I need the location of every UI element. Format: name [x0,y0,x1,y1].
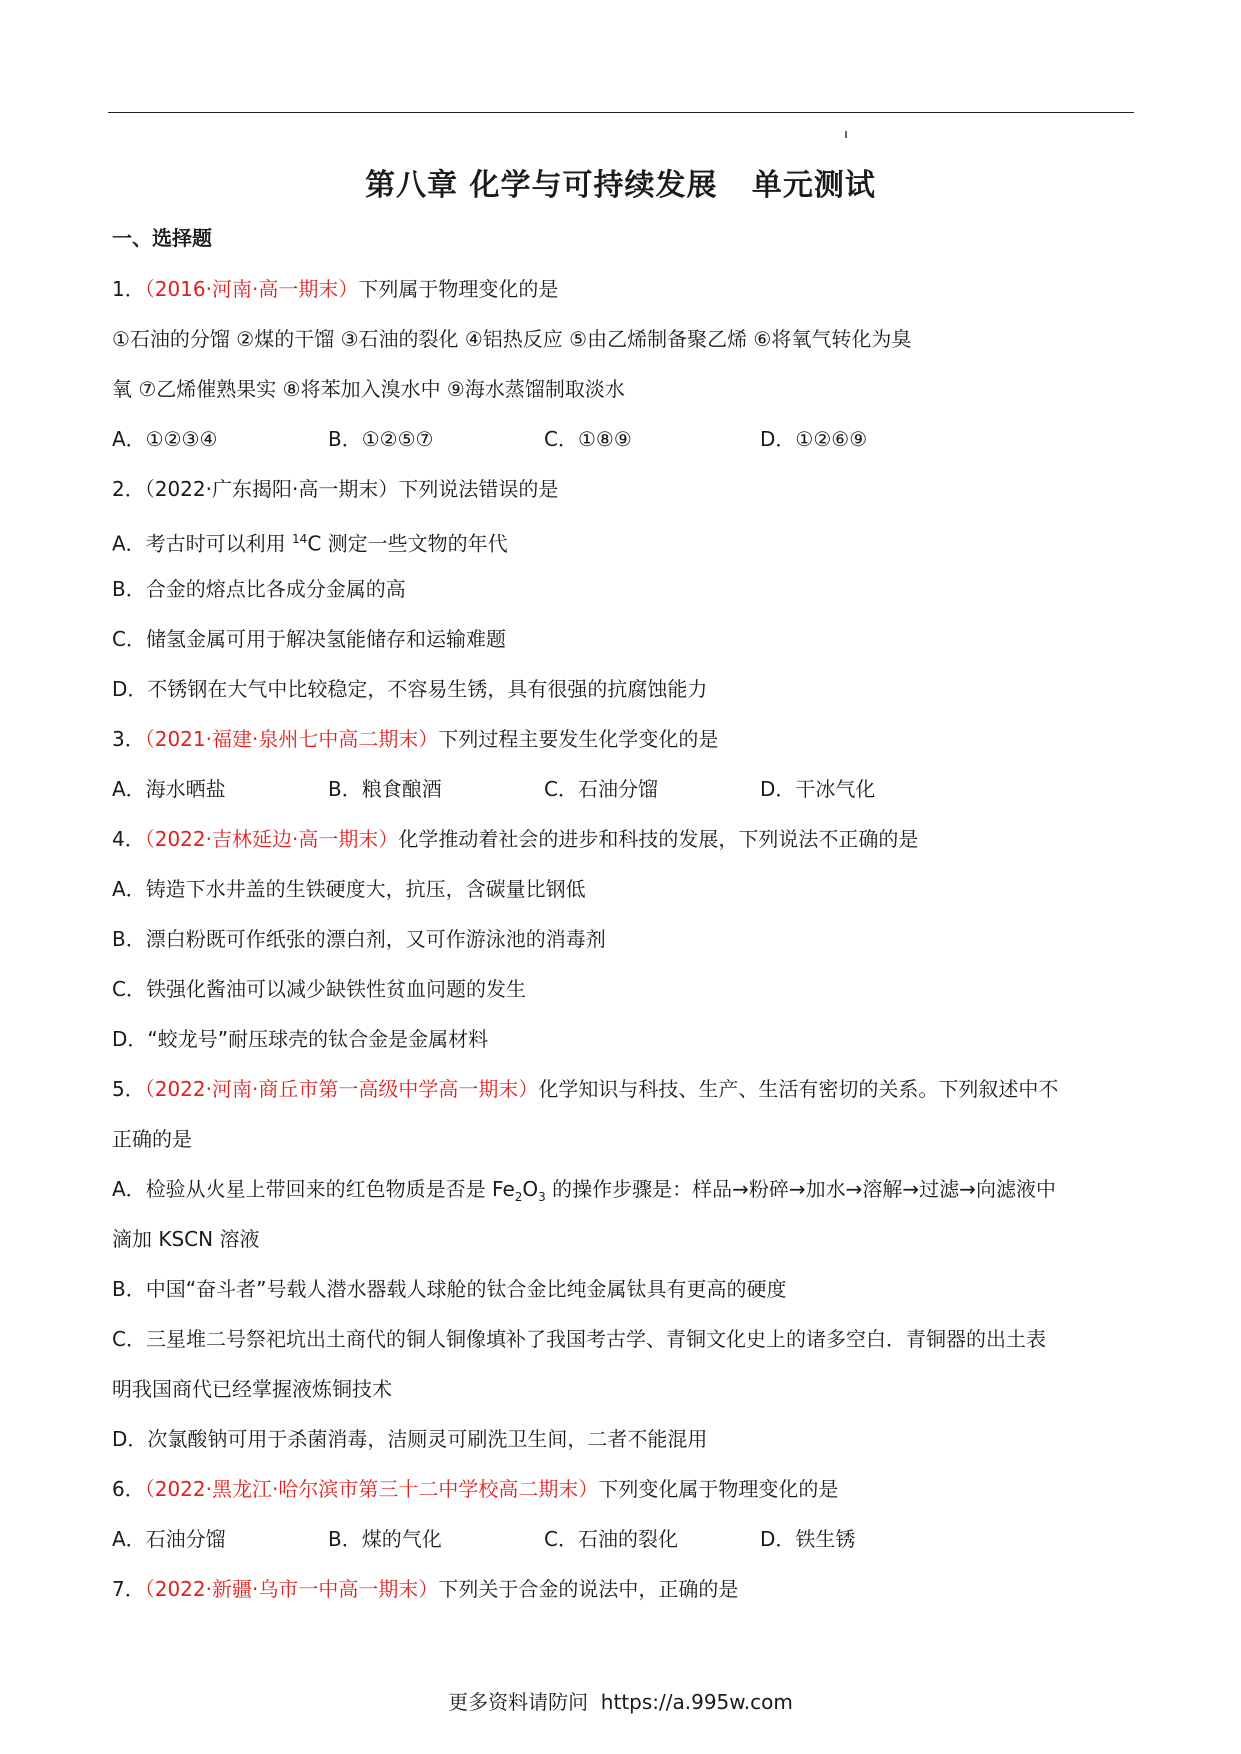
question-source: （2021·福建·泉州七中高二期末） [144,727,439,751]
question-number: 7． [112,1577,145,1601]
option-c: C．铁强化酱油可以减少缺铁性贫血问题的发生 [112,977,526,1001]
question-4 [112,825,918,853]
option-d: D．“蛟龙号”耐压球壳的钛合金是金属材料 [112,1027,489,1051]
question-source: （2022·黑龙江·哈尔滨市第三十二中学校高二期末） [144,1477,599,1501]
option-b: B．漂白粉既可作纸张的漂白剂，又可作游泳池的消毒剂 [112,927,606,951]
question-text: 下列属于物理变化的是 [358,277,559,301]
option-text: A．考古时可以利用 [112,531,293,556]
formula-subscript: 2 [514,1190,523,1204]
option-a: A．石油分馏 [112,1527,226,1551]
question-1-items: ①石油的分馏 ②煤的干馏 ③石油的裂化 ④铝热反应 ⑤由乙烯制备聚乙烯 ⑥将氧气转化为臭 [112,327,912,351]
question-number: 3． [112,727,145,751]
question-number: 5． [112,1077,145,1101]
question-text: 下列过程主要发生化学变化的是 [438,727,719,751]
question-source: （2022·河南·商丘市第一高级中学高一期末） [144,1077,539,1101]
question-source: （2016·河南·高一期末） [144,277,359,301]
question-source: （2022·新疆·乌市一中高一期末） [144,1577,439,1601]
question-5-cont: 正确的是 [112,1127,192,1151]
option-a: A．铸造下水井盖的生铁硬度大，抗压，含碳量比钢低 [112,877,586,901]
question-number: 1． [112,277,145,301]
question-6 [112,1475,838,1503]
option-b: B．中国“奋斗者”号载人潜水器载人球舱的钛合金比纯金属钛具有更高的硬度 [112,1277,787,1301]
question-number: 6． [112,1477,145,1501]
option-b: B．①②⑤⑦ [328,427,434,451]
question-1-options [112,425,1132,453]
option-a: A．①②③④ [112,427,218,451]
option-a [112,525,508,558]
question-source: （2022·吉林延边·高一期末） [144,827,399,851]
option-b: B．煤的气化 [328,1527,442,1551]
isotope-superscript: 14 [292,532,308,546]
option-b: B．合金的熔点比各成分金属的高 [112,577,406,601]
header-rule [108,112,1134,113]
option-a [112,1175,1056,1211]
option-c: C．储氢金属可用于解决氢能储存和运输难题 [112,627,506,651]
option-d: D．铁生锈 [760,1527,856,1551]
question-3 [112,725,718,753]
question-2 [112,475,558,503]
formula-subscript: 3 [538,1190,546,1204]
option-text: 的操作步骤是：样品→粉碎→加水→溶解→过滤→向滤液中 [545,1177,1056,1201]
section-heading: 一、选择题 [112,226,212,250]
option-c-cont: 明我国商代已经掌握液炼铜技术 [112,1377,392,1401]
question-text: 化学推动着社会的进步和科技的发展，下列说法不正确的是 [398,827,919,851]
question-6-options [112,1525,855,1553]
footer-link[interactable]: 更多资料请防问 https://a.995w.com [448,1690,793,1714]
formula-text: O [522,1177,539,1201]
question-text: 下列关于合金的说法中，正确的是 [438,1577,739,1601]
option-d: D．不锈钢在大气中比较稳定，不容易生锈，具有很强的抗腐蚀能力 [112,677,708,701]
question-text: 化学知识与科技、生产、生活有密切的关系。下列叙述中不 [538,1077,1059,1101]
option-text: A．检验从火星上带回来的红色物质是否是 Fe [112,1177,515,1201]
option-c: C．石油分馏 [544,777,658,801]
header-mark [845,131,847,138]
option-d: D．①②⑥⑨ [760,427,868,451]
option-d: D．次氯酸钠可用于杀菌消毒，洁厕灵可刷洗卫生间，二者不能混用 [112,1427,708,1451]
question-number: 2． [112,477,145,501]
option-d: D．干冰气化 [760,777,876,801]
option-a: A．海水晒盐 [112,777,226,801]
option-a-cont: 滴加 KSCN 溶液 [112,1227,260,1251]
question-1 [112,275,558,303]
option-text: C 测定一些文物的年代 [307,531,508,556]
question-text: 下列变化属于物理变化的是 [598,1477,839,1501]
question-1-items-cont: 氧 ⑦乙烯催熟果实 ⑧将苯加入溴水中 ⑨海水蒸馏制取淡水 [112,377,625,401]
option-b: B．粮食酿酒 [328,777,442,801]
question-5 [112,1075,1058,1103]
question-number: 4． [112,827,145,851]
question-source: （2022·广东揭阳·高一期末） [144,477,399,501]
question-3-options [112,775,875,803]
question-text: 下列说法错误的是 [398,477,559,501]
option-c: C．①⑧⑨ [544,427,632,451]
question-7 [112,1575,738,1603]
option-c: C．石油的裂化 [544,1527,678,1551]
option-c: C．三星堆二号祭祀坑出土商代的铜人铜像填补了我国考古学、青铜文化史上的诸多空白．青铜器的出土表 [112,1327,1046,1351]
page-title: 第八章 化学与可持续发展 单元测试 [365,168,876,203]
